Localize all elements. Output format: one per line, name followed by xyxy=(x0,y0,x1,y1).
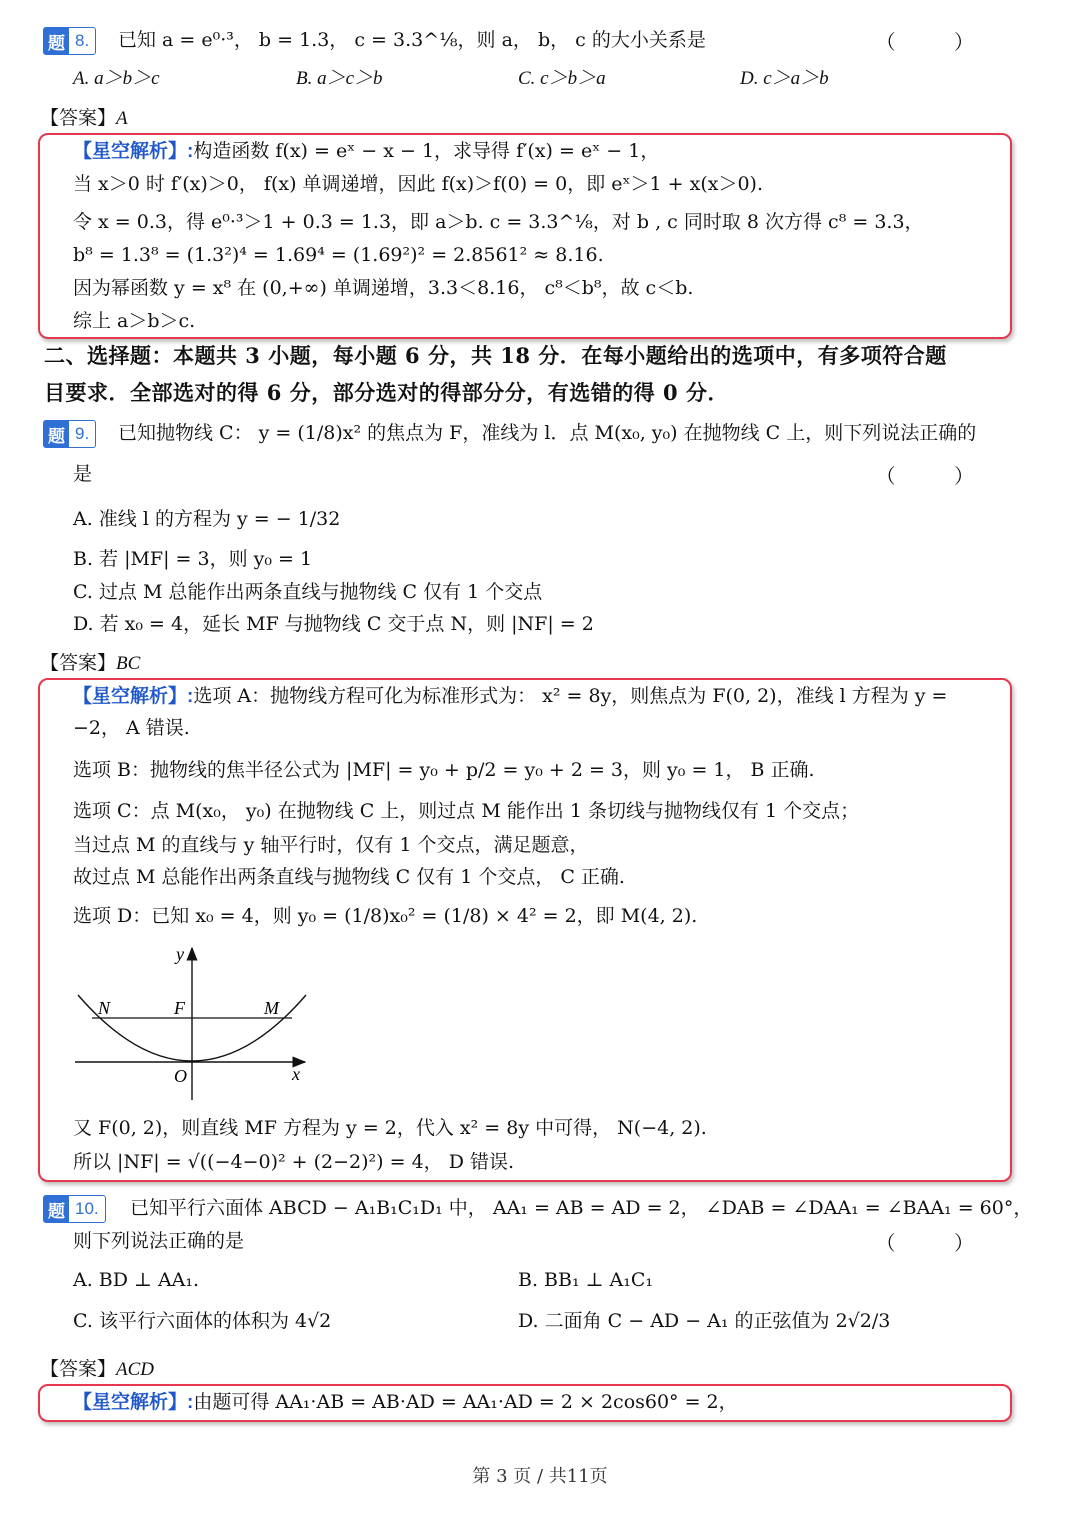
answer-bracket: （ ） xyxy=(875,1231,1000,1255)
analysis-9-line-1 xyxy=(73,682,947,711)
label-f: F xyxy=(174,998,185,1018)
analysis-9-line-2: −2， A 错误. xyxy=(73,717,190,739)
option-a: A. BD ⊥ AA₁. xyxy=(73,1269,200,1291)
question-number: 10. xyxy=(75,1199,99,1218)
option-b: B. a＞c＞b xyxy=(296,68,383,89)
answer-line-9 xyxy=(40,648,140,675)
analysis-8-line-4: b⁸ = 1.3⁸ = (1.3²)⁴ = 1.69⁴ = (1.69²)² = 2.8561² ≈ 8.16. xyxy=(73,244,604,266)
analysis-8-line-2: 当 x＞0 时 f′(x)＞0， f(x) 单调递增，因此 f(x)＞f(0) = 0，即 eˣ＞1 + x(x＞0). xyxy=(73,173,764,195)
option-c: C. 该平行六面体的体积为 4√2 xyxy=(73,1310,332,1332)
answer-value: BC xyxy=(116,653,141,674)
analysis-8-line-3: 令 x = 0.3，得 e⁰·³＞1 + 0.3 = 1.3，即 a＞b. c = 3.3^⅛，对 b , c 同时取 8 次方得 c⁸ = 3.3， xyxy=(73,211,924,233)
section-heading-line-2: 目要求．全部选对的得 6 分，部分选对的得部分分，有选错的得 0 分． xyxy=(44,380,729,405)
answer-value: ACD xyxy=(116,1359,155,1380)
question-badge-label: 题 xyxy=(44,1196,69,1222)
option-b: B. BB₁ ⊥ A₁C₁ xyxy=(518,1269,654,1291)
answer-label: 【答案】 xyxy=(40,652,117,674)
label-o: O xyxy=(174,1066,187,1086)
analysis-8-line-1 xyxy=(73,137,659,166)
analysis-text: 构造函数 f(x) = eˣ − x − 1，求导得 f′(x) = eˣ − 1， xyxy=(193,140,660,162)
analysis-9-line-7: 选项 D：已知 x₀ = 4，则 y₀ = (1/8)x₀² = (1/8) × 4² = 2，即 M(4, 2). xyxy=(73,905,698,927)
question-number: 8. xyxy=(75,31,90,50)
analysis-8-line-6: 综上 a＞b＞c. xyxy=(73,310,196,332)
analysis-9-line-8: 又 F(0, 2)，则直线 MF 方程为 y = 2，代入 x² = 8y 中可得， N(−4, 2). xyxy=(73,1117,707,1139)
option-c: C. c＞b＞a xyxy=(518,68,606,89)
label-x: x xyxy=(292,1064,300,1084)
section-heading-line-1: 二、选择题：本题共 3 小题，每小题 6 分，共 18 分．在每小题给出的选项中，有多项符合题 xyxy=(44,343,947,368)
label-y: y xyxy=(176,944,184,964)
question-badge-label: 题 xyxy=(44,28,69,54)
analysis-text: 由题可得 AA₁·AB = AB·AD = AA₁·AD = 2 × 2cos60° = 2， xyxy=(193,1391,738,1413)
question-badge-8 xyxy=(43,27,96,55)
option-a: A. a＞b＞c xyxy=(73,68,160,89)
question-badge-label: 题 xyxy=(44,421,69,447)
question-badge-9 xyxy=(43,420,96,448)
question-10-stem-line-1: 已知平行六面体 ABCD − A₁B₁C₁D₁ 中， AA₁ = AB = AD = 2， ∠DAB = ∠DAA₁ = ∠BAA₁ = 60°， xyxy=(130,1197,1033,1219)
answer-line-10 xyxy=(40,1354,154,1381)
analysis-9-line-4: 选项 C：点 M(x₀， y₀) 在抛物线 C 上，则过点 M 能作出 1 条切线与抛物线仅有 1 个交点； xyxy=(73,800,860,822)
label-m: M xyxy=(264,998,279,1018)
answer-line-8 xyxy=(40,103,128,130)
analysis-box-9 xyxy=(38,678,1012,1182)
question-8-stem: 已知 a = e⁰·³， b = 1.3， c = 3.3^⅛，则 a， b， c 的大小关系是 xyxy=(118,29,706,51)
answer-label: 【答案】 xyxy=(40,1358,117,1380)
analysis-9-line-5: 当过点 M 的直线与 y 轴平行时，仅有 1 个交点，满足题意， xyxy=(73,834,589,856)
analysis-tag: 【星空解析】: xyxy=(73,1392,194,1413)
option-b: B. 若 |MF| = 3，则 y₀ = 1 xyxy=(73,548,313,570)
analysis-10-line-1 xyxy=(73,1388,738,1417)
option-c: C. 过点 M 总能作出两条直线与抛物线 C 仅有 1 个交点 xyxy=(73,581,543,603)
question-9-stem-line-1: 已知抛物线 C： y = (1/8)x² 的焦点为 F，准线为 l．点 M(x₀, y₀) 在抛物线 C 上，则下列说法正确的 xyxy=(118,422,977,444)
analysis-9-line-6: 故过点 M 总能作出两条直线与抛物线 C 仅有 1 个交点， C 正确. xyxy=(73,866,625,888)
answer-bracket: （ ） xyxy=(875,464,1000,488)
page-footer: 第 3 页 / 共11页 xyxy=(472,1466,608,1487)
analysis-9-line-9: 所以 |NF| = √((−4−0)² + (2−2)²) = 4， D 错误. xyxy=(73,1151,515,1173)
analysis-tag: 【星空解析】: xyxy=(73,686,194,707)
analysis-text: 选项 A：抛物线方程可化为标准形式为： x² = 8y，则焦点为 F(0, 2)，准线 l 方程为 y = xyxy=(193,685,948,707)
question-number: 9. xyxy=(75,424,90,443)
option-d: D. 二面角 C − AD − A₁ 的正弦值为 2√2/3 xyxy=(518,1310,891,1332)
analysis-9-line-3: 选项 B：抛物线的焦半径公式为 |MF| = y₀ + p/2 = y₀ + 2 = 3，则 y₀ = 1， B 正确. xyxy=(73,759,815,781)
question-10-stem-line-2: 则下列说法正确的是 xyxy=(73,1230,245,1252)
question-9-stem-line-2: 是 xyxy=(73,463,93,485)
analysis-8-line-5: 因为幂函数 y = x⁸ 在 (0,+∞) 单调递增，3.3＜8.16， c⁸＜b⁸，故 c＜b. xyxy=(73,277,694,299)
label-n: N xyxy=(98,998,111,1018)
option-d: D. 若 x₀ = 4，延长 MF 与抛物线 C 交于点 N，则 |NF| = 2 xyxy=(73,613,594,635)
question-badge-10 xyxy=(43,1195,106,1223)
option-a: A. 准线 l 的方程为 y = − 1/32 xyxy=(73,508,341,530)
answer-label: 【答案】 xyxy=(40,107,117,129)
parabola-figure xyxy=(70,940,320,1105)
option-d: D. c＞a＞b xyxy=(740,68,829,89)
answer-value: A xyxy=(116,108,128,129)
answer-bracket: （ ） xyxy=(875,30,1000,54)
analysis-tag: 【星空解析】: xyxy=(73,141,194,162)
